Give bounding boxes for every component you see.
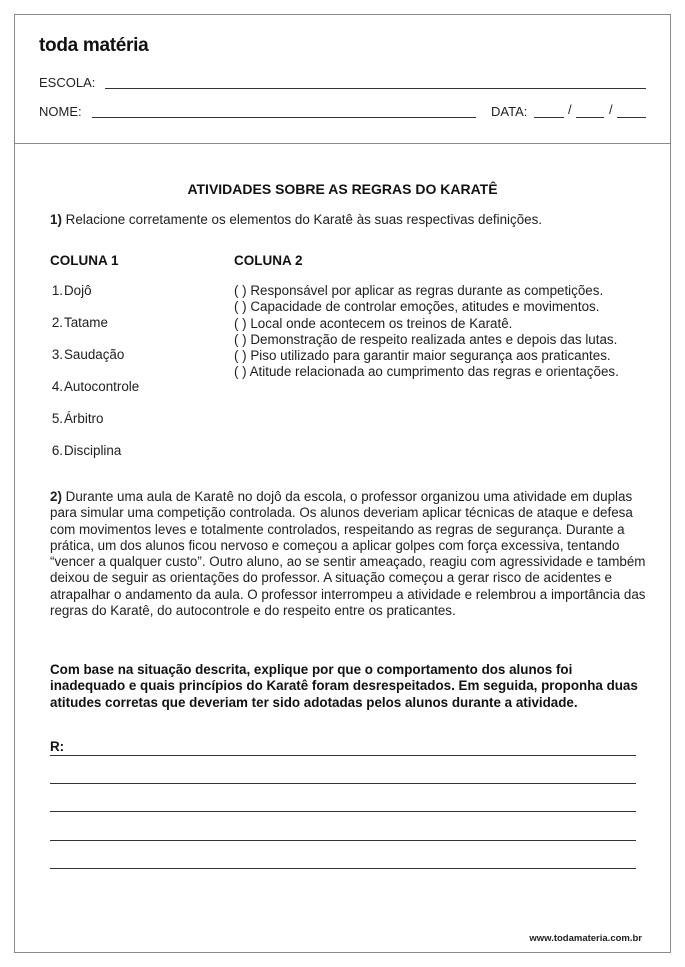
column-2-item[interactable]: ( ) Responsável por aplicar as regras durante as competições. xyxy=(234,283,604,298)
logo: toda matéria xyxy=(39,35,149,56)
worksheet-page xyxy=(14,14,671,953)
answer-line[interactable] xyxy=(50,840,636,841)
school-line[interactable] xyxy=(105,88,646,89)
column-2-item[interactable]: ( ) Piso utilizado para garantir maior segurança aos praticantes. xyxy=(234,348,611,364)
question-2-text xyxy=(50,489,650,619)
column-2-item[interactable]: ( ) Demonstração de respeito realizada antes e depois das lutas. xyxy=(234,331,618,347)
date-separator-1: / xyxy=(568,102,572,117)
column-1-item: 4.Autocontrole xyxy=(51,379,140,394)
date-year-line[interactable] xyxy=(617,117,646,118)
column-1-item: 2.Tatame xyxy=(51,315,108,330)
header xyxy=(15,15,670,144)
column-1-item: 3.Saudação xyxy=(51,347,125,362)
question-1-number: 1) xyxy=(50,212,62,227)
answer-line[interactable] xyxy=(50,783,636,784)
date-day-line[interactable] xyxy=(534,117,564,118)
column-2-item[interactable]: ( ) Local onde acontecem os treinos de Karatê. xyxy=(234,315,513,331)
answer-label: R: xyxy=(50,739,65,754)
name-label: NOME: xyxy=(39,104,82,119)
date-separator-2: / xyxy=(609,102,613,117)
school-label: ESCOLA: xyxy=(39,75,96,90)
page-title: ATIVIDADES SOBRE AS REGRAS DO KARATÊ xyxy=(187,181,498,197)
question-2-body: Durante uma aula de Karatê no dojô da escola, o professor organizou uma atividade em duplas para simular uma competição controlada. Os alunos deveriam aplicar técnicas de ataque e defesa com movimentos leves e totalmente controlados, respeitando as regras de segurança. Durante a prática, um dos alunos ficou nervoso e começou a aplicar golpes com força excessiva, tentando “vencer a qualquer custo”. Outro aluno, ao se sentir ameaçado, reagiu com agressividade e também deixou de seguir as orientações do professor. A situação começou a gerar risco de acidentes e atrapalhar o andamento da aula. O professor interrompeu a atividade e relembrou a importância das regras do Karatê, do autocontrole e do respeito entre os praticantes. xyxy=(50,489,646,619)
answer-line[interactable] xyxy=(50,868,636,869)
column-2-item[interactable]: ( ) Capacidade de controlar emoções, atitudes e movimentos. xyxy=(234,299,600,315)
column-1-item: 1.Dojô xyxy=(51,283,92,298)
column-2-list xyxy=(234,283,644,381)
date-month-line[interactable] xyxy=(576,117,604,118)
footer-url[interactable]: www.todamateria.com.br xyxy=(529,933,642,944)
name-line[interactable] xyxy=(92,117,476,118)
answer-line[interactable] xyxy=(50,755,636,756)
question-2-number: 2) xyxy=(50,489,62,504)
column-2-header: COLUNA 2 xyxy=(234,253,303,268)
question-2-instruction: Com base na situação descrita, explique por que o comportamento dos alunos foi inadequado e quais princípios do Karatê foram desrespeitados. Em seguida, proponha duas atitudes corretas que deveriam ter sido adotadas pelos alunos durante a atividade. xyxy=(50,662,638,710)
column-1-item: 5.Árbitro xyxy=(51,411,104,426)
question-1-text: Relacione corretamente os elementos do Karatê às suas respectivas definições. xyxy=(65,212,543,227)
date-label: DATA: xyxy=(491,104,528,119)
question-1-prompt xyxy=(50,212,650,228)
column-1-item: 6.Disciplina xyxy=(51,443,122,458)
answer-line[interactable] xyxy=(50,811,636,812)
column-1-header: COLUNA 1 xyxy=(50,253,119,268)
column-2-item[interactable]: ( ) Atitude relacionada ao cumprimento das regras e orientações. xyxy=(234,364,619,380)
